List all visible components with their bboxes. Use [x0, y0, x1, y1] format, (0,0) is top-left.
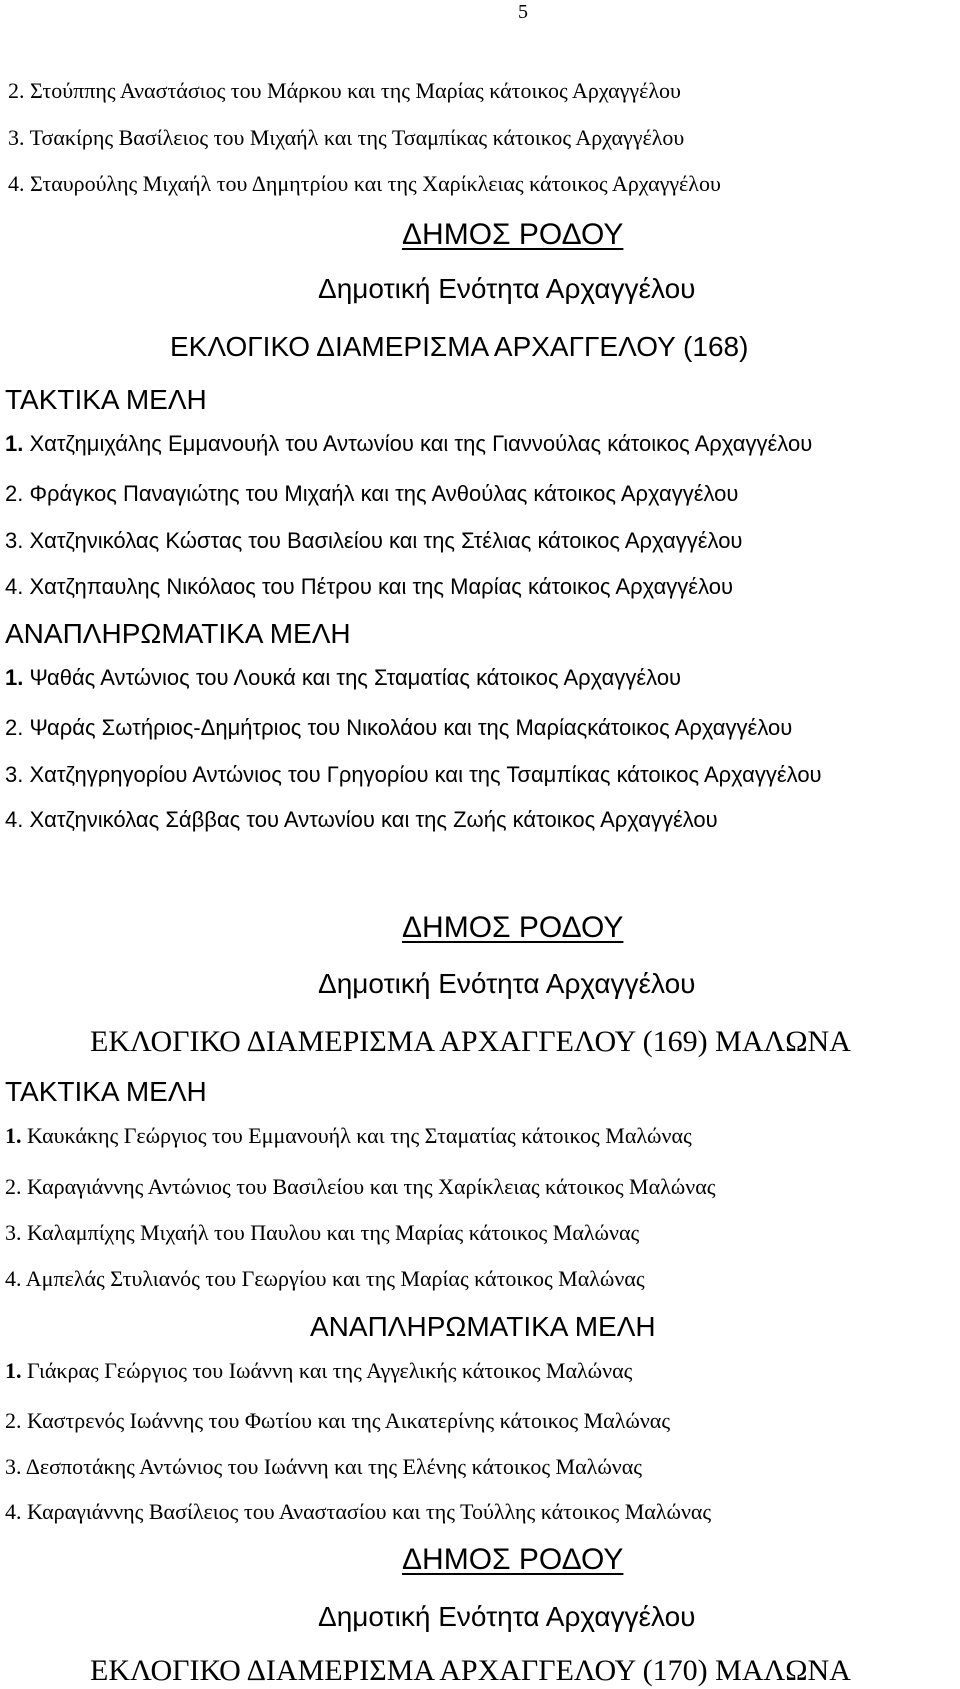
item-number: 2.: [5, 1408, 22, 1433]
item-number: 3.: [5, 762, 24, 787]
item-number: 4.: [5, 807, 24, 832]
district-heading: ΕΚΛΟΓΙΚΟ ΔΙΑΜΕΡΙΣΜΑ ΑΡΧΑΓΓΕΛΟΥ (170) ΜΑΛΩΝΑ: [90, 1654, 851, 1687]
item-number: 1.: [5, 665, 24, 690]
item-text: Καυκάκης Γεώργιος του Εμμανουήλ και της Σταματίας κάτοικος Μαλώνας: [21, 1123, 692, 1148]
item-text: Καστρενός Ιωάννης του Φωτίου και της Αικατερίνης κάτοικος Μαλώνας: [21, 1408, 671, 1433]
municipal-unit-heading: Δημοτική Ενότητα Αρχαγγέλου: [318, 1601, 696, 1632]
item-text: Χατζηνικόλας Κώστας του Βασιλείου και της Στέλιας κάτοικος Αρχαγγέλου: [23, 528, 743, 553]
list-item: [5, 667, 681, 689]
item-number: 1.: [5, 1358, 22, 1383]
item-text: Καλαμπίχης Μιχαήλ του Παυλου και της Μαρίας κάτοικος Μαλώνας: [21, 1220, 640, 1245]
list-item: [5, 764, 822, 786]
item-number: 3.: [5, 1454, 22, 1479]
item-number: 4.: [5, 1266, 22, 1291]
item-text: Στούππης Αναστάσιος του Μάρκου και της Μαρίας κάτοικος Αρχαγγέλου: [24, 78, 681, 103]
list-item: [5, 809, 718, 831]
list-item: [5, 1268, 645, 1290]
item-number: 3.: [8, 125, 25, 150]
regular-members-heading: ΤΑΚΤΙΚΑ ΜΕΛΗ: [5, 384, 207, 415]
list-item: [5, 1125, 692, 1147]
list-item: [5, 1501, 711, 1523]
list-item: [8, 127, 684, 149]
item-text: Φράγκος Παναγιώτης του Μιχαήλ και της Ανθούλας κάτοικος Αρχαγγέλου: [23, 481, 739, 506]
item-text: Δεσποτάκης Αντώνιος του Ιωάννη και της Ελένης κάτοικος Μαλώνας: [21, 1454, 642, 1479]
list-item: [5, 530, 742, 552]
item-text: Τσακίρης Βασίλειος του Μιχαήλ και της Τσαμπίκας κάτοικος Αρχαγγέλου: [24, 125, 685, 150]
list-item: [5, 1360, 632, 1382]
item-number: 2.: [5, 715, 24, 740]
item-number: 2.: [5, 481, 24, 506]
item-number: 4.: [8, 171, 25, 196]
item-number: 3.: [5, 528, 24, 553]
item-text: Χατζηνικόλας Σάββας του Αντωνίου και της Ζωής κάτοικος Αρχαγγέλου: [23, 807, 718, 832]
item-number: 3.: [5, 1220, 22, 1245]
item-text: Καραγιάννης Βασίλειος του Αναστασίου και της Τούλλης κάτοικος Μαλώνας: [21, 1499, 712, 1524]
item-text: Ψαράς Σωτήριος-Δημήτριος του Νικολάου και της Μαρίαςκάτοικος Αρχαγγέλου: [23, 715, 793, 740]
municipality-heading: ΔΗΜΟΣ ΡΟΔΟΥ: [402, 911, 624, 944]
list-item: [5, 433, 812, 455]
item-text: Καραγιάννης Αντώνιος του Βασιλείου και της Χαρίκλειας κάτοικος Μαλώνας: [21, 1174, 716, 1199]
page-number: 5: [518, 1, 528, 23]
item-number: 2.: [5, 1174, 22, 1199]
item-text: Αμπελάς Στυλιανός του Γεωργίου και της Μαρίας κάτοικος Μαλώνας: [21, 1266, 645, 1291]
municipality-heading: ΔΗΜΟΣ ΡΟΔΟΥ: [402, 218, 624, 251]
item-number: 4.: [5, 1499, 22, 1524]
item-text: Χατζηπαυλης Νικόλαος του Πέτρου και της Μαρίας κάτοικος Αρχαγγέλου: [23, 574, 734, 599]
item-number: 1.: [5, 1123, 22, 1148]
item-text: Χατζημιχάλης Εμμανουήλ του Αντωνίου και της Γιαννούλας κάτοικος Αρχαγγέλου: [23, 431, 813, 456]
item-number: 2.: [8, 78, 25, 103]
list-item: [5, 1222, 639, 1244]
list-item: [8, 173, 721, 195]
list-item: [5, 483, 738, 505]
municipal-unit-heading: Δημοτική Ενότητα Αρχαγγέλου: [318, 273, 696, 304]
item-text: Χατζηγρηγορίου Αντώνιος του Γρηγορίου και της Τσαμπίκας κάτοικος Αρχαγγέλου: [23, 762, 822, 787]
regular-members-heading: ΤΑΚΤΙΚΑ ΜΕΛΗ: [5, 1076, 207, 1107]
substitute-members-heading: ΑΝΑΠΛΗΡΩΜΑΤΙΚΑ ΜΕΛΗ: [5, 618, 351, 649]
item-number: 4.: [5, 574, 24, 599]
list-item: [5, 576, 733, 598]
list-item: [5, 1410, 670, 1432]
municipality-heading: ΔΗΜΟΣ ΡΟΔΟΥ: [402, 1543, 624, 1576]
item-text: Ψαθάς Αντώνιος του Λουκά και της Σταματίας κάτοικος Αρχαγγέλου: [23, 665, 682, 690]
item-number: 1.: [5, 431, 24, 456]
list-item: [8, 80, 681, 102]
substitute-members-heading: ΑΝΑΠΛΗΡΩΜΑΤΙΚΑ ΜΕΛΗ: [310, 1311, 656, 1342]
district-heading: ΕΚΛΟΓΙΚΟ ΔΙΑΜΕΡΙΣΜΑ ΑΡΧΑΓΓΕΛΟΥ (168): [170, 331, 749, 362]
municipal-unit-heading: Δημοτική Ενότητα Αρχαγγέλου: [318, 968, 696, 999]
item-text: Σταυρούλης Μιχαήλ του Δημητρίου και της Χαρίκλειας κάτοικος Αρχαγγέλου: [24, 171, 721, 196]
list-item: [5, 717, 792, 739]
item-text: Γιάκρας Γεώργιος του Ιωάννη και της Αγγελικής κάτοικος Μαλώνας: [21, 1358, 633, 1383]
list-item: [5, 1176, 715, 1198]
district-heading: ΕΚΛΟΓΙΚΟ ΔΙΑΜΕΡΙΣΜΑ ΑΡΧΑΓΓΕΛΟΥ (169) ΜΑΛΩΝΑ: [90, 1025, 851, 1058]
list-item: [5, 1456, 642, 1478]
